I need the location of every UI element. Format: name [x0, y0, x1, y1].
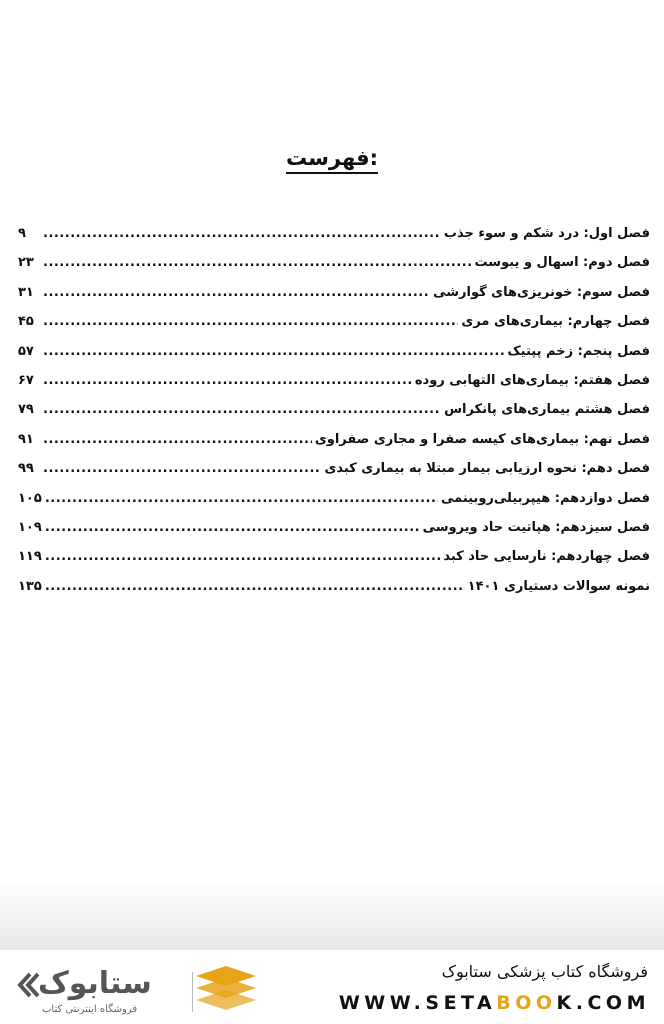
toc-entry[interactable]	[18, 314, 650, 343]
toc-entry[interactable]	[18, 432, 650, 461]
toc-dot-leader	[43, 432, 312, 447]
toc-dot-leader	[43, 226, 441, 241]
toc-entry-label: فصل دوم: اسهال و یبوست	[474, 255, 650, 271]
toc-entry-page-number: ۱۰۹	[18, 519, 42, 535]
toc-entry[interactable]	[18, 491, 650, 520]
toc-entry-label: فصل چهارم: بیماری‌های مری	[461, 314, 650, 330]
toc-entry-page-number: ۱۱۹	[18, 549, 42, 565]
toc-entry[interactable]	[18, 255, 650, 284]
toc-dot-leader	[43, 461, 321, 476]
toc-entry-page-number: ۱۳۵	[18, 578, 42, 594]
table-of-contents	[18, 226, 650, 608]
toc-dot-leader	[43, 402, 441, 417]
toc-entry-page-number: ۷۹	[18, 402, 34, 418]
toc-dot-leader	[45, 520, 420, 535]
url-prefix: WWW.SETA	[338, 992, 497, 1014]
toc-entry-page-number: ۶۷	[18, 372, 34, 388]
toc-entry-label: فصل اول: درد شکم و سوء جذب	[443, 226, 650, 241]
shop-title: فروشگاه کتاب پزشکی ستابوک	[441, 962, 648, 981]
toc-entry-label: فصل هشتم بیماری‌های پانکراس	[444, 402, 650, 418]
toc-entry-page-number: ۹	[18, 226, 26, 241]
toc-entry[interactable]	[18, 402, 650, 431]
shop-url[interactable]	[339, 992, 650, 1014]
toc-entry-label: فصل دهم: نحوه ارزیابی بیمار مبتلا به بیماری کبدی	[324, 461, 650, 477]
toc-entry-page-number: ۱۰۵	[18, 490, 42, 506]
toc-entry-label: فصل پنجم: زخم پپتیک	[507, 343, 650, 359]
book-stack-icon	[196, 966, 346, 1016]
footer-banner	[0, 950, 664, 1024]
toc-entry[interactable]	[18, 226, 650, 255]
logo-wordmark: ستابوک	[38, 966, 152, 1001]
toc-entry-page-number: ۵۷	[18, 343, 34, 359]
toc-dot-leader	[43, 344, 504, 359]
toc-entry-page-number: ۲۳	[18, 255, 34, 271]
double-chevron-icon	[16, 970, 40, 1000]
toc-entry-label: فصل چهاردهم: نارسایی حاد کبد	[443, 549, 650, 565]
toc-entry-page-number: ۹۹	[18, 461, 34, 477]
toc-dot-leader	[43, 285, 430, 300]
setabook-logo	[16, 966, 266, 1018]
toc-dot-leader	[45, 579, 465, 594]
toc-dot-leader	[43, 373, 412, 388]
toc-entry-label: فصل دوازدهم: هیپربیلی‌روبینمی	[440, 490, 650, 506]
toc-entry[interactable]	[18, 461, 650, 490]
toc-dot-leader	[45, 491, 438, 506]
toc-dot-leader	[43, 255, 472, 270]
page-bottom-shadow	[0, 880, 664, 950]
toc-dot-leader	[43, 314, 458, 329]
toc-heading-text: فهرست:	[286, 146, 378, 174]
toc-entry[interactable]	[18, 579, 650, 608]
logo-divider	[192, 972, 193, 1012]
toc-entry[interactable]	[18, 373, 650, 402]
toc-heading	[0, 146, 664, 170]
url-suffix: K.COM	[556, 992, 650, 1014]
toc-entry-label: فصل نهم: بیماری‌های کیسه صفرا و مجاری صفراوی	[314, 431, 650, 447]
toc-entry[interactable]	[18, 344, 650, 373]
url-accent: BOO	[496, 992, 557, 1014]
toc-entry-page-number: ۴۵	[18, 314, 34, 330]
logo-tagline: فروشگاه اینترنتی کتاب	[42, 1004, 138, 1015]
toc-entry-page-number: ۹۱	[18, 431, 34, 447]
toc-entry[interactable]	[18, 520, 650, 549]
toc-entry-page-number: ۳۱	[18, 284, 34, 300]
toc-entry-label: نمونه سوالات دستیاری ۱۴۰۱	[467, 578, 650, 594]
toc-dot-leader	[45, 549, 441, 564]
toc-entry-label: فصل سوم: خونریزی‌های گوارشی	[433, 284, 650, 300]
toc-entry[interactable]	[18, 285, 650, 314]
toc-entry-label: فصل هفتم: بیماری‌های التهابی روده	[414, 372, 650, 388]
toc-entry-label: فصل سیزدهم: هپاتیت حاد ویروسی	[422, 519, 650, 535]
toc-entry[interactable]	[18, 549, 650, 578]
